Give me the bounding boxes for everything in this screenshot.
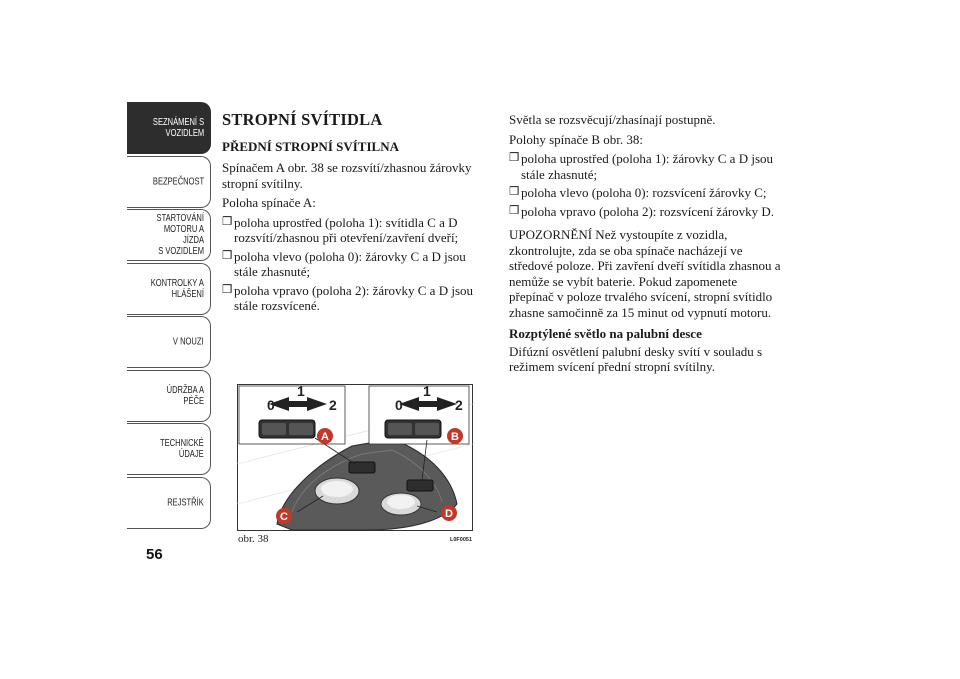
tab-udrzba[interactable] [127, 370, 211, 422]
list-item [509, 204, 784, 220]
switch-b-label: Polohy spínače B obr. 38: [509, 131, 643, 147]
tab-label: V NOUZI [173, 335, 204, 348]
tab-kontrolky[interactable] [127, 263, 211, 315]
pos-0-right: 0 [395, 397, 403, 413]
tab-label: KONTROLKY A HLÁŠENÍ [150, 276, 204, 300]
list-item [509, 151, 784, 182]
figure-caption: obr. 38 [238, 533, 269, 545]
paragraph-sequence: Světla se rozsvěcují/zhasínají postupně. [509, 112, 716, 127]
tab-startovani[interactable] [127, 209, 211, 261]
ambient-light-paragraph: Difúzní osvětlení palubní desky svítí v souladu s režimem svícení přední stropní svítilny. [509, 343, 763, 374]
switch-a-list [222, 215, 490, 314]
checkbox-bullet-icon: ❒ [509, 152, 520, 164]
checkbox-bullet-icon: ❒ [222, 249, 233, 262]
list-item-text: poloha vlevo (poloha 0): žárovky C a D jsou stále zhasnuté; [234, 248, 466, 279]
checkbox-bullet-icon: ❒ [222, 283, 233, 296]
list-item-text: poloha vlevo (poloha 0): rozsvícení žárovky C; [521, 185, 767, 200]
tab-technicke[interactable] [127, 423, 211, 475]
figure-code: L0F0051 [450, 537, 473, 543]
label-a: A [321, 431, 329, 443]
checkbox-bullet-icon: ❒ [509, 204, 520, 217]
pos-2-left: 2 [329, 397, 337, 413]
tab-rejstrik[interactable] [127, 477, 211, 529]
pos-2-right: 2 [455, 397, 463, 413]
list-item [222, 249, 490, 280]
list-item-text: poloha vpravo (poloha 2): rozsvícení žárovky D. [521, 203, 775, 219]
label-c: C [280, 511, 288, 523]
checkbox-bullet-icon: ❒ [222, 215, 233, 228]
warning-paragraph: UPOZORNĚNÍ Než vystoupíte z vozidla, zkontrolujte, zda se oba spínače nacházejí ve středové poloze. Při zavření dveří svítidla zhasnou a nemůže se vybít baterie. Pokud zapomenete přepínač v poloze trvalého svícení, stropní svítidlo zhasne samočinně za 15 minut od vypnutí motoru. [509, 227, 781, 320]
section-subtitle: PŘEDNÍ STROPNÍ SVÍTILNA [222, 138, 399, 154]
list-item [222, 283, 490, 314]
section-title: STROPNÍ SVÍTIDLA [222, 110, 383, 129]
page-number: 56 [146, 546, 163, 563]
tab-label: SEZNÁMENÍ S VOZIDLEM [152, 116, 204, 139]
list-item-text: poloha uprostřed (poloha 1): žárovky C a D jsou stále zhasnuté; [521, 151, 774, 182]
list-item-text: poloha uprostřed (poloha 1): svítidla C a D rozsvítí/zhasnou při otevření/zavření dveří; [234, 214, 459, 245]
tab-v-nouzi[interactable] [127, 316, 211, 368]
label-d: D [445, 508, 453, 520]
right-column [509, 112, 784, 379]
tab-label: REJSTŘÍK [167, 496, 204, 508]
intro-paragraph: Spínačem A obr. 38 se rozsvítí/zhasnou žárovky stropní svítilny. [222, 160, 472, 191]
subsection-heading: Rozptýlené světlo na palubní desce [509, 326, 702, 341]
switch-b-list [509, 151, 784, 219]
figure-roof-light [237, 384, 473, 531]
pos-0-left: 0 [267, 397, 275, 413]
tab-label: STARTOVÁNÍ MOTORU A JÍZDA S VOZIDLEM [156, 212, 204, 257]
left-column [222, 112, 490, 318]
tab-bezpecnost[interactable] [127, 156, 211, 208]
tab-label: BEZPEČNOST [152, 175, 204, 187]
label-b: B [451, 431, 459, 443]
pos-1-right: 1 [423, 384, 431, 399]
tab-seznameni[interactable] [127, 102, 211, 154]
list-item-text: poloha vpravo (poloha 2): žárovky C a D jsou stále rozsvícené. [234, 282, 474, 313]
chapter-tabs [127, 102, 211, 530]
pos-1-left: 1 [297, 384, 305, 399]
tab-label: ÚDRŽBA A PÉČE [166, 383, 204, 407]
list-item [509, 185, 784, 201]
checkbox-bullet-icon: ❒ [509, 186, 520, 198]
switch-a-label: Poloha spínače A: [222, 195, 316, 210]
tab-label: TECHNICKÉ ÚDAJE [160, 437, 204, 460]
list-item [222, 215, 490, 246]
